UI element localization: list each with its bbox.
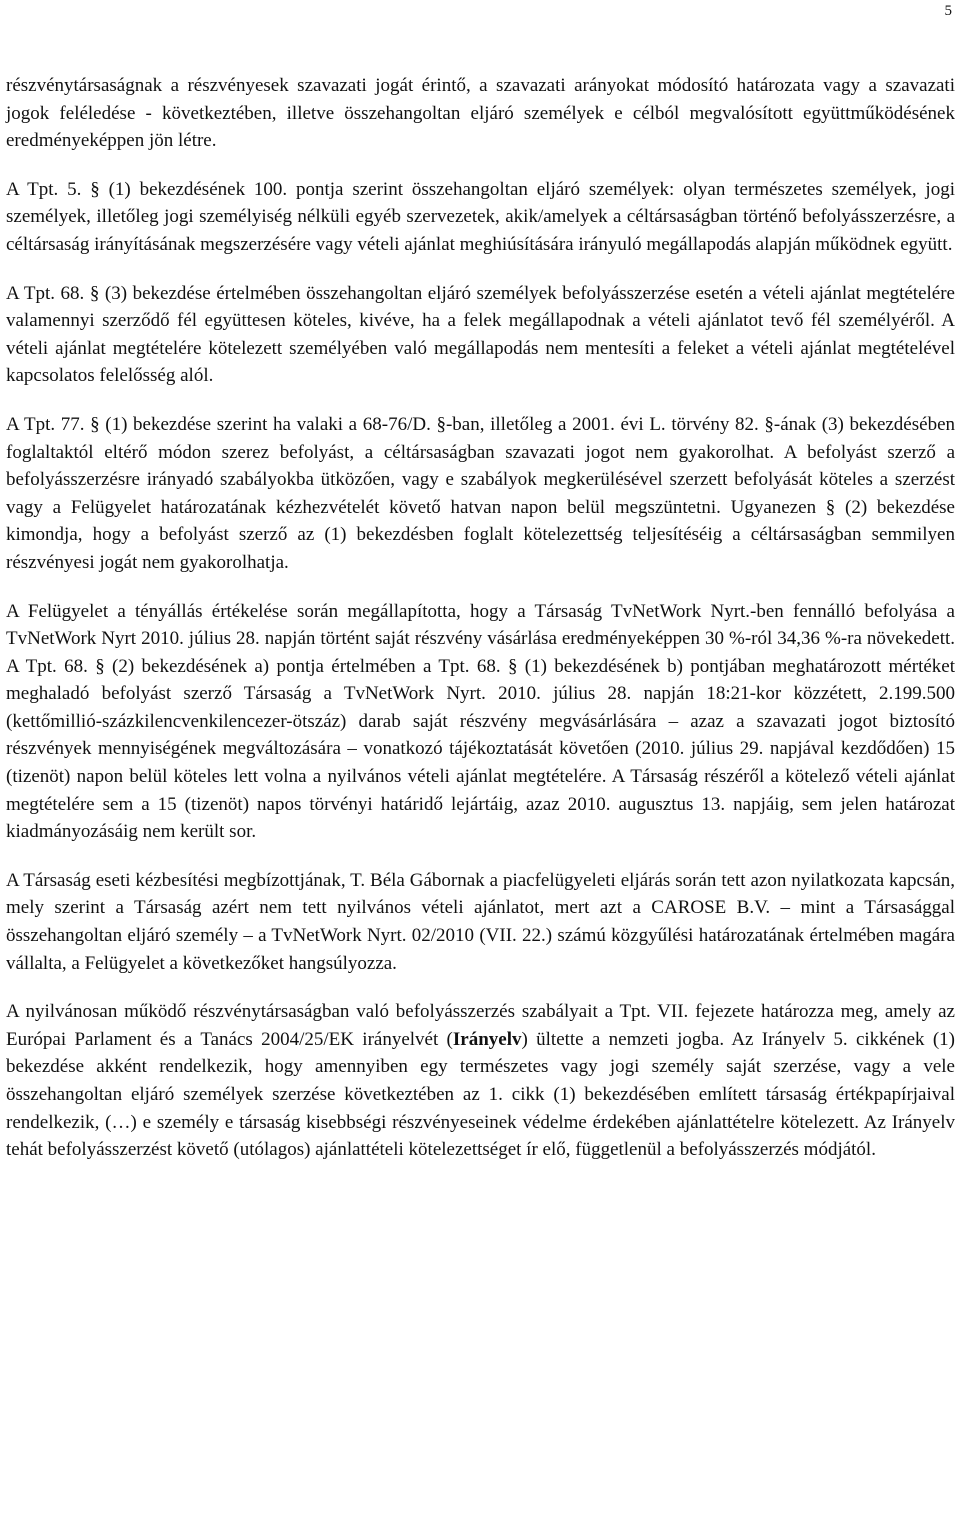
paragraph-6: A Társaság eseti kézbesítési megbízottjának, T. Béla Gábornak a piacfelügyeleti eljárás során tett azon nyilatkozata kapcsán, mely szerint a Társaság azért nem tett nyilvános vételi ajánlatot, mert azt a CAROSE B.V. – mint a Társasággal összehangoltan eljáró személy – a TvNetWork Nyrt. 02/2010 (VII. 22.) számú közgyűlési határozatának értelmében magára vállalta, a Felügyelet a következőket hangsúlyozza. <box>6 869 955 974</box>
page-number: 5 <box>944 3 952 19</box>
paragraph-7-text-before: A nyilvánosan működő részvénytársaságban való befolyásszerzés szabályait a Tpt. VII. fejezete határozza meg, amely az Európai Parlament és a Tanács 2004/25/EK irányelvét ( <box>6 1001 955 1050</box>
paragraph-1: részvénytársaságnak a részvényesek szavazati jogát érintő, a szavazati arányokat módosító határozata vagy a szavazati jogok feléledése - következtében, illetve összehangoltan eljáró személyek e célból megvalósított együttműködésének eredményeképpen jön létre. <box>6 75 955 152</box>
paragraph-3: A Tpt. 68. § (3) bekezdése értelmében összehangoltan eljáró személyek befolyásszerzése esetén a vételi ajánlat megtételére valamennyi szerződő fél együttesen köteles, kivéve, ha a felek megállapodnak a vételi ajánlatot tevő fél személyéről. A vételi ajánlat megtételére kötelezett személyében való megállapodás nem mentesíti a feleket a vételi ajánlat megtételével kapcsolatos felelősség alól. <box>6 282 955 387</box>
paragraph-4: A Tpt. 77. § (1) bekezdése szerint ha valaki a 68-76/D. §-ban, illetőleg a 2001. évi L. törvény 82. §-ának (3) bekezdésében foglaltaktól eltérő módon szerez befolyást, a céltársaságban szavazati jogot nem gyakorolhat. A befolyást szerző a befolyásszerzésre irányadó szabályokba ütközően, vagy e szabályok megkerülésével szerzett befolyását köteles a szerzést vagy a Felügyelet határozatának kézhezvételét követő hatvan napon belül megszüntetni. Ugyanezen § (2) bekezdése kimondja, hogy a befolyást szerző az (1) bekezdésben foglalt kötelezettség teljesítéséig a céltársaságban semmilyen részvényesi jogát nem gyakorolhatja. <box>6 413 955 573</box>
paragraph-7 <box>6 998 955 1164</box>
paragraph-2: A Tpt. 5. § (1) bekezdésének 100. pontja szerint összehangoltan eljáró személyek: olyan természetes személyek, jogi személyek, illetőleg jogi személyiség nélküli egyéb szervezetek, akik/amelyek a céltársaságban történő befolyásszerzésre, a céltársaság irányításának megszerzésére vagy vételi ajánlat meghiúsítására irányuló megállapodás alapján működnek együtt. <box>6 178 955 255</box>
directive-term: Irányelv <box>452 1028 522 1050</box>
paragraph-5: A Felügyelet a tényállás értékelése során megállapította, hogy a Társaság TvNetWork Nyrt.-ben fennálló befolyása a TvNetWork Nyrt 2010. július 28. napján történt saját részvény vásárlása eredményeképpen 30 %-ról 34,36 %-ra növekedett. A Tpt. 68. § (2) bekezdésének a) pontja értelmében a Tpt. 68. § (1) bekezdésének b) pontjában meghatározott mértéket meghaladó befolyást szerző Társaság a TvNetWork Nyrt. 2010. július 28. napján 18:21-kor közzétett, 2.199.500 (kettőmillió-százkilencvenkilencezer-ötszáz) darab saját részvény megvásárlására – azaz a szavazati jogot biztosító részvények mennyiségének megváltozására – vonatkozó tájékoztatását követően (2010. július 29. napjával kezdődően) 15 (tizenöt) napon belül köteles lett volna a nyilvános vételi ajánlat megtételére. A Társaság részéről a kötelező vételi ajánlat megtételére sem a 15 (tizenöt) napos törvényi határidő lejártáig, azaz 2010. augusztus 13. napjáig, sem jelen határozat kiadmányozásáig nem került sor. <box>6 600 955 843</box>
document-body <box>6 72 955 1164</box>
paragraph-7-text-after: ) ültette a nemzeti jogba. Az Irányelv 5. cikkének (1) bekezdése akként rendelkezik, hogy amennyiben egy természetes vagy jogi személy saját szerzése, vagy a vele összehangoltan eljáró személyek szerzése következtében az 1. cikk (1) bekezdésében említett társaság értékpapírjaival rendelkezik, (…) e személy e társaság kisebbségi részvényeseinek védelme érdekében ajánlattételre kötelezett. Az Irányelv tehát befolyásszerzést követő (utólagos) ajánlattételi kötelezettséget ír elő, függetlenül a befolyásszerzés módjától. <box>6 1028 955 1161</box>
